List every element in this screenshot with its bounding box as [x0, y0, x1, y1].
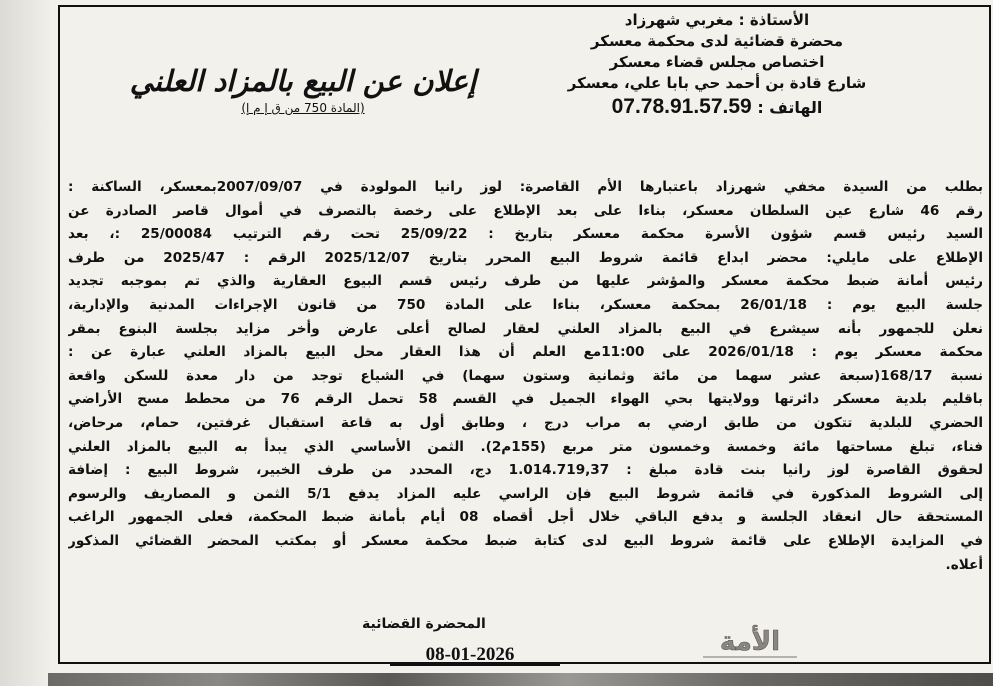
body-line: رقم 46 شارع عين السلطان معسكر، بناءا على بعد الإطلاع على رخصة بالتصرف في أموال قاصر الصادرة عن [68, 202, 983, 219]
bailiff-address: شارع قادة بن أحمد حي بابا علي، معسكر [567, 74, 867, 92]
body-line: الإطلاع على مايلي: محضر ابداع قائمة شروط البيع المحرر بتاريخ 2025/12/07 الرقم : 2025/47 من طرف [68, 249, 983, 266]
body-line: باقليم بلدية معسكر دائرتها وولايتها بحي الهواء الجميل في القسم 58 تحمل الرقم 76 من محطط مسح الأراضي [68, 391, 983, 408]
body-line: في المزايدة الإطلاع على قائمة شروط البيع لدى كتابة ضبط محكمة معسكر أو بمكتب المحضر القضائي المذكور [68, 532, 983, 549]
body-line: رئيس أمانة ضبط محكمة معسكر والمؤشر عليها من طرف رئيس قسم البيوع العقارية والذي تم بموجبه تجديد [68, 273, 983, 290]
adjacent-photo-edge [48, 673, 993, 686]
body-line: جلسة البيع يوم : 26/01/18 بمحكمة معسكر، بناءا على المادة 750 من قانون الإجراءات المدنية والإدارية، [68, 296, 983, 313]
bailiff-jurisdiction: اختصاص مجلس قضاء معسكر [609, 53, 825, 71]
body-line: المستحقة حال انعقاد الجلسة و يدفع الباقي خلال أجل أقصاه 08 أيام بأمانة ضبط المحكمة، فعلى الجمهور الراغب [68, 509, 983, 526]
date-underline [390, 664, 560, 666]
phone-label: الهاتف : [757, 98, 823, 117]
body-line: بطلب من السيدة مخفي شهرزاد باعتبارها الأم القاصرة: لوز رانيا المولودة في 2007/09/07بمعسكر، الساكنة : [68, 179, 983, 195]
bailiff-header [537, 10, 897, 121]
body-line: إلى الشروط المذكورة في قائمة شروط البيع فإن الراسي عليه المزاد يدفع 5/1 الثمن و المصاريف والرسوم [68, 485, 983, 502]
body-line: فناء، تبلغ مساحتها مائة وخمسة وخمسون متر مربع (155م2). الثمن الأساسي الذي يبدأ به البيع بالمزاد العلني [68, 438, 983, 455]
body-line: السيد رئيس قسم شؤون الأسرة محكمة معسكر بتاريخ : 25/09/22 تحت رقم الترتيب 25/00084 :، بعد [68, 226, 983, 243]
bailiff-court: محضرة قضائية لدى محكمة معسكر [590, 32, 844, 50]
logo-text: الأمة [719, 627, 781, 657]
body-line: الحضري للبلدية تتكون من طابق ارضي به مراب درج ، وطابق أول به قاعة استقبال غرفتين، حمام، مرحاض، [68, 414, 983, 431]
body-line: لحقوق القاصرة لوز رانيا بنت قادة مبلغ : 1.014.719,37 دج، المحدد من طرف الخبير، شروط البيع : إضافة [68, 462, 983, 479]
signature: المحضرة القضائية [362, 616, 486, 632]
announcement-body [68, 176, 983, 577]
announcement-title: إعلان عن البيع بالمزاد العلني [129, 64, 477, 98]
publication-date: 08-01-2026 [425, 644, 515, 665]
body-line: نسبة 168/17(سبعة عشر سهما من مائة وثمانية وستون سهما) في الشياع توجد من دار معدة للسكن واقعة [68, 367, 983, 384]
newspaper-logo [695, 620, 805, 662]
body-line: نعلن للجمهور بأنه سيشرع في البيع بالمزاد العلني لعقار لصالح أعلى عارض وأخر مزايد بجلسة البنوع بمقر [68, 320, 983, 337]
body-line: محكمة معسكر يوم : 2026/01/18 على 11:00مع العلم أن هذا العقار محل البيع بالمزاد العلني عبارة عن : [68, 344, 983, 361]
body-line: أعلاه. [945, 556, 983, 573]
legal-reference: (المادة 750 من ق إ م إ) [241, 101, 365, 115]
scan-margin [0, 0, 50, 686]
bailiff-name: الأستاذة : مغربي شهرزاد [624, 11, 810, 29]
phone-number: 07.78.91.57.59 [611, 95, 752, 118]
title-block [98, 62, 508, 116]
phone-row [537, 94, 897, 121]
